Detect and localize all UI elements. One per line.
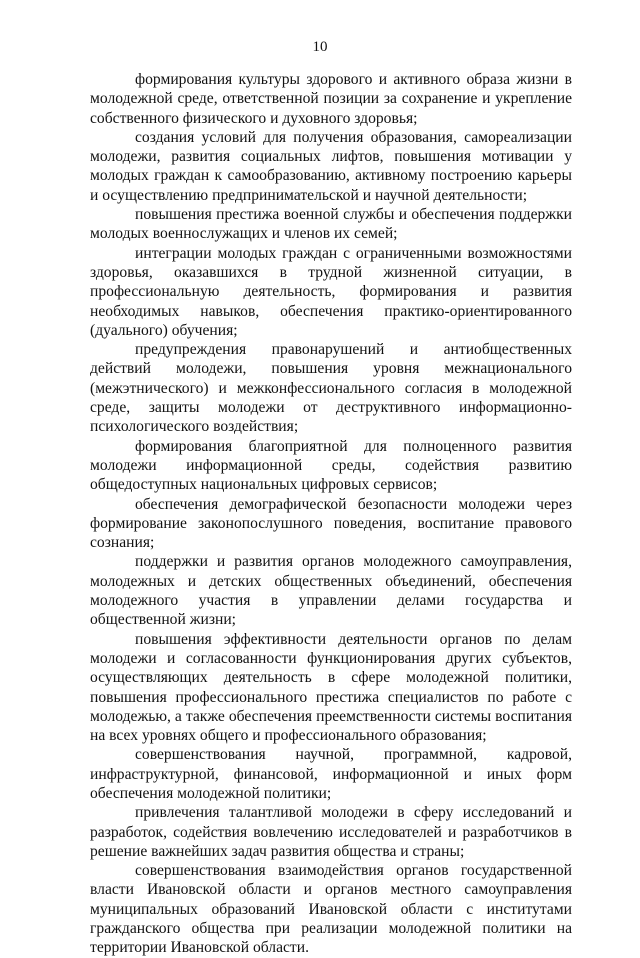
paragraph: повышения эффективности деятельности органов по делам молодежи и согласованности функционирования других субъектов, осуществляющих деятельность в сфере молодежной политики, повышения профессионального престижа специалистов по работе с молодежью, а также обеспечения преемственности системы воспитания на всех уровнях общего и профессионального образования; [90, 630, 572, 745]
paragraph: создания условий для получения образования, самореализации молодежи, развития социальных лифтов, повышения мотивации у молодых граждан к самообразованию, активному построению карьеры и осуществлению предпринимательской и научной деятельности; [90, 128, 572, 204]
document-body [90, 70, 572, 958]
paragraph: поддержки и развития органов молодежного самоуправления, молодежных и детских общественных объединений, обеспечения молодежного участия в управлении делами государства и общественной жизни; [90, 553, 572, 629]
paragraph: привлечения талантливой молодежи в сферу исследований и разработок, содействия вовлечению исследователей и разработчиков в решение важнейших задач развития общества и страны; [90, 804, 572, 860]
paragraph: повышения престижа военной службы и обеспечения поддержки молодых военнослужащих и членов их семей; [90, 206, 572, 243]
page-number: 10 [312, 39, 328, 55]
paragraph: формирования благоприятной для полноценного развития молодежи информационной среды, содействия развитию общедоступных национальных цифровых сервисов; [90, 437, 572, 494]
paragraph: интеграции молодых граждан с ограниченными возможностями здоровья, оказавшихся в трудной жизненной ситуации, в профессиональную деятельность, формирования и развития необходимых навыков, обеспечения практико-ориентированного (дуального) обучения; [90, 244, 572, 339]
paragraph: совершенствования взаимодействия органов государственной власти Ивановской области и органов местного самоуправления муниципальных образований Ивановской области с институтами гражданского общества при реализации молодежной политики на территории Ивановской области. [90, 862, 572, 957]
paragraph: обеспечения демографической безопасности молодежи через формирование законопослушного поведения, воспитание правового сознания; [90, 495, 572, 552]
paragraph: предупреждения правонарушений и антиобщественных действий молодежи, повышения уровня межнационального (межэтнического) и межконфессионального согласия в молодежной среде, защиты молодежи от деструктивного информационно-психологического воздействия; [90, 341, 572, 436]
paragraph: формирования культуры здорового и активного образа жизни в молодежной среде, ответственной позиции за сохранение и укрепление собственного физического и духовного здоровья; [90, 71, 572, 127]
paragraph: совершенствования научной, программной, кадровой, инфраструктурной, финансовой, информационной и иных форм обеспечения молодежной политики; [90, 746, 572, 802]
